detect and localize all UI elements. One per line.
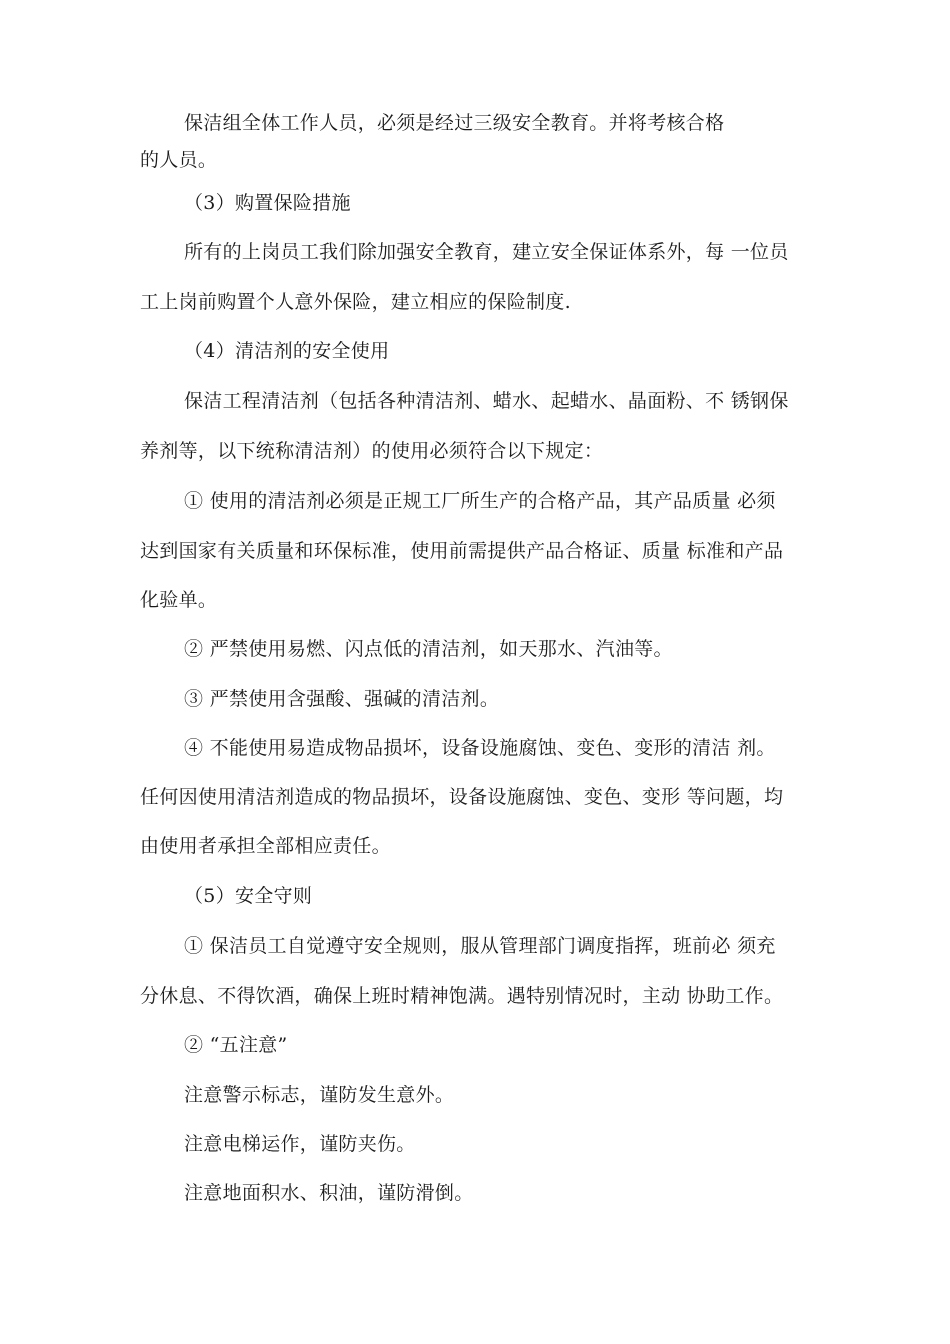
text-line: 由使用者承担全部相应责任。	[140, 835, 391, 857]
text-line: 注意电梯运作，谨防夹伤。	[184, 1133, 416, 1155]
text-line: 注意地面积水、积油，谨防滑倒。	[184, 1182, 474, 1204]
section-heading: （3）购置保险措施	[184, 192, 351, 214]
list-item: ④ 不能使用易造成物品损坏，设备设施腐蚀、变色、变形的清洁 剂。	[184, 737, 776, 759]
text-line: 保洁组全体工作人员，必须是经过三级安全教育。并将考核合格	[184, 112, 725, 134]
text-line: 工上岗前购置个人意外保险，建立相应的保险制度.	[140, 291, 571, 313]
section-heading: （4）清洁剂的安全使用	[184, 340, 390, 362]
list-item: ③ 严禁使用含强酸、强碱的清洁剂。	[184, 688, 500, 710]
text-line: 注意警示标志，谨防发生意外。	[184, 1084, 455, 1106]
list-item: ① 保洁员工自觉遵守安全规则，服从管理部门调度指挥，班前必 须充	[184, 935, 776, 957]
text-line: 养剂等，以下统称清洁剂）的使用必须符合以下规定：	[140, 440, 604, 462]
text-line: 任何因使用清洁剂造成的物品损坏，设备设施腐蚀、变色、变形 等问题，均	[140, 786, 784, 808]
text-line: 分休息、不得饮酒，确保上班时精神饱满。遇特别情况时，主动 协助工作。	[140, 985, 784, 1007]
list-item: ① 使用的清洁剂必须是正规工厂所生产的合格产品，其产品质量 必须	[184, 490, 776, 512]
text-line: 化验单。	[140, 589, 218, 611]
text-line: 的人员。	[140, 149, 218, 171]
section-heading: （5）安全守则	[184, 885, 313, 907]
list-item: ② 严禁使用易燃、闪点低的清洁剂，如天那水、汽油等。	[184, 638, 673, 660]
text-line: 所有的上岗员工我们除加强安全教育，建立安全保证体系外，每 一位员	[184, 241, 789, 263]
text-line: 保洁工程清洁剂（包括各种清洁剂、蜡水、起蜡水、晶面粉、不 锈钢保	[184, 390, 789, 412]
text-line: 达到国家有关质量和环保标准，使用前需提供产品合格证、质量 标准和产品	[140, 540, 784, 562]
list-item: ② “五注意”	[184, 1034, 288, 1056]
